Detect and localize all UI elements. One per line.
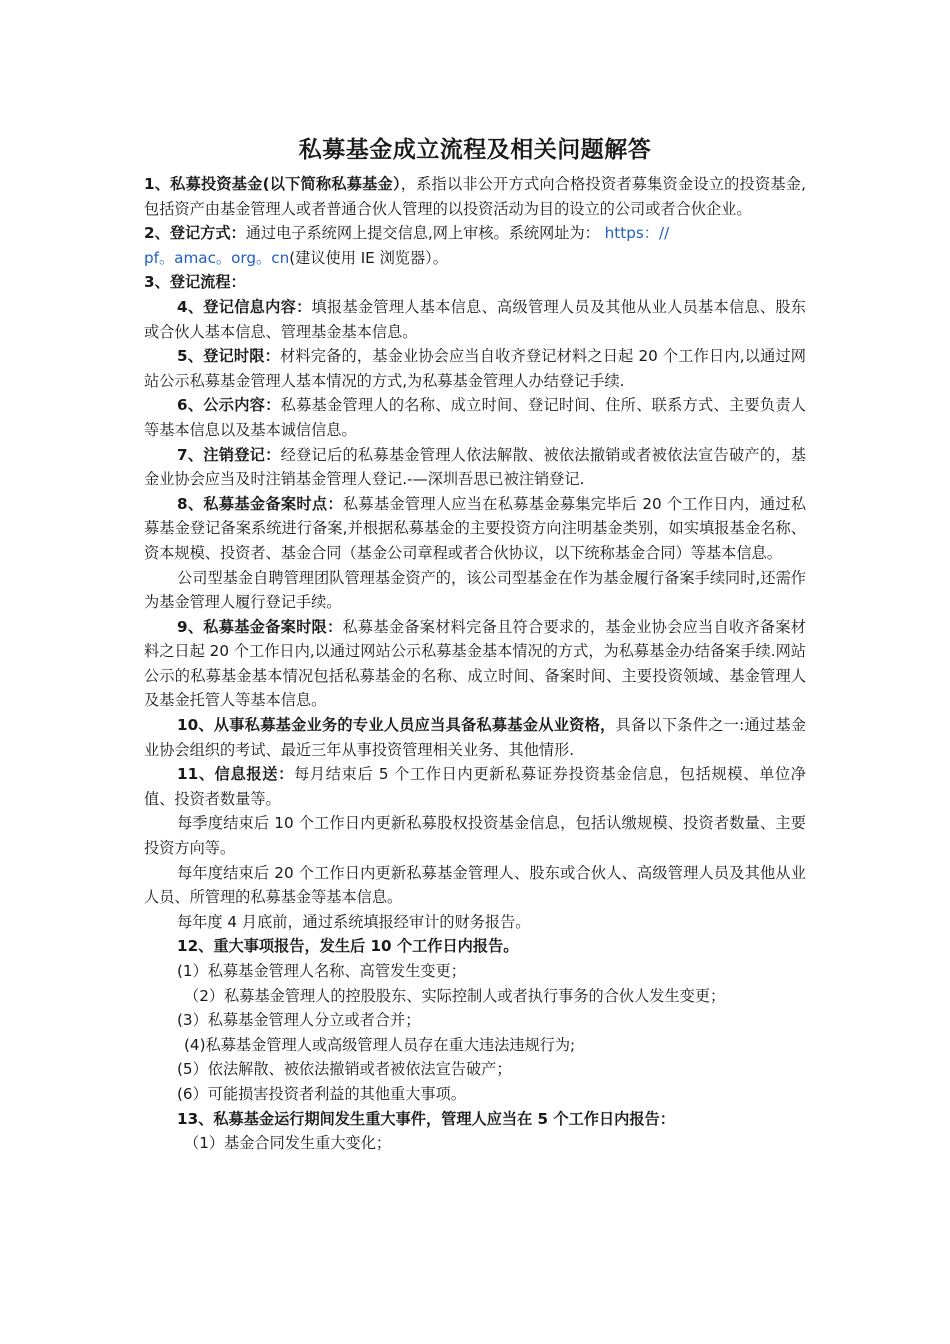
section-8	[144, 492, 806, 566]
section-11-paragraph-4: 每年度 4 月底前，通过系统填报经审计的财务报告。	[177, 912, 531, 931]
section-1	[144, 172, 806, 221]
section-5	[144, 344, 806, 393]
section-5-text: 材料完备的，基金业协会应当自收齐登记材料之日起 20 个工作日内,以通过网站公示私募基金管理人基本情况的方式,为私募基金管理人办结登记手续.	[144, 347, 806, 390]
section-12-item-4: (4)私募基金管理人或高级管理人员存在重大违法违规行为;	[184, 1035, 576, 1054]
section-9-heading: 9、私募基金备案时限：	[177, 617, 343, 636]
section-7-heading: 7、注销登记：	[177, 445, 281, 464]
section-11-text: 每月结束后 5 个工作日内更新私募证券投资基金信息，包括规模、单位净值、投资者数量等。	[144, 765, 806, 808]
section-7	[144, 443, 806, 492]
section-8-paragraph-2: 公司型基金自聘管理团队管理基金资产的，该公司型基金在作为基金履行备案手续同时,还需作为基金管理人履行登记手续。	[144, 568, 806, 612]
section-3	[144, 270, 806, 295]
section-4	[144, 295, 806, 344]
system-url-part-1[interactable]: https：//	[604, 224, 670, 243]
section-13-heading: 13、私募基金运行期间发生重大事件，管理人应当在 5 个工作日内报告：	[177, 1109, 675, 1128]
section-2	[144, 221, 806, 270]
section-6	[144, 393, 806, 442]
section-10-heading: 10、从事私募基金业务的专业人员应当具备私募基金从业资格，	[177, 716, 616, 735]
section-12-item-3: (3）私募基金管理人分立或者合并；	[177, 1011, 421, 1030]
section-4-heading: 4、登记信息内容：	[177, 297, 312, 316]
section-8-text: 私募基金管理人应当在私募基金募集完毕后 20 个工作日内，通过私募基金登记备案系统进行备案,并根据私募基金的主要投资方向注明基金类别，如实填报基金名称、资本规模、投资者、基金合同（基金公司章程或者合伙协议，以下统称基金合同）等基本信息。	[144, 494, 807, 562]
section-7-text: 经登记后的私募基金管理人依法解散、被依法撤销或者被依法宣告破产的，基金业协会应当及时注销基金管理人登记.-—深圳吾思已被注销登记.	[144, 445, 806, 489]
section-6-text: 私募基金管理人的名称、成立时间、登记时间、住所、联系方式、主要负责人等基本信息以及基本诚信信息。	[144, 396, 806, 439]
section-12-item-1: (1）私募基金管理人名称、高管发生变更；	[177, 962, 466, 980]
section-9-text: 私募基金备案材料完备且符合要求的，基金业协会应当自收齐备案材料之日起 20 个工作日内,以通过网站公示私募基金基本情况的方式，为私募基金办结备案手续.网站公示的私募基金基本情况包括私募基金的名称、成立时间、备案时间、主要投资领域、基金管理人及基金托管人等基本信息。	[144, 617, 806, 710]
document-page	[144, 130, 806, 1156]
section-1-heading: 1、私募投资基金(以下简称私募基金）	[144, 175, 401, 193]
page-title: 私募基金成立流程及相关问题解答	[298, 137, 652, 163]
section-12-item-6: (6）可能损害投资者利益的其他重大事项。	[177, 1084, 466, 1103]
section-8-heading: 8、私募基金备案时点：	[177, 494, 343, 513]
section-13-item-1: （1）基金合同发生重大变化；	[184, 1134, 392, 1153]
section-5-heading: 5、登记时限：	[177, 347, 280, 366]
section-2-heading: 2、登记方式：	[144, 224, 246, 243]
section-1-text: ，系指以非公开方式向合格投资者募集资金设立的投资基金,包括资产由基金管理人或者普通合伙人管理的以投资活动为目的设立的公司或者合伙企业。	[144, 175, 806, 218]
section-6-heading: 6、公示内容：	[177, 396, 281, 415]
section-12-item-2: （2）私募基金管理人的控股股东、实际控制人或者执行事务的合伙人发生变更；	[184, 986, 726, 1005]
section-9	[144, 615, 806, 713]
section-11-paragraph-2: 每季度结束后 10 个工作日内更新私募股权投资基金信息，包括认缴规模、投资者数量、主要投资方向等。	[144, 814, 806, 858]
section-11-paragraph-3: 每年度结束后 20 个工作日内更新私募基金管理人、股东或合伙人、高级管理人员及其他从业人员、所管理的私募基金等基本信息。	[144, 863, 806, 907]
section-3-heading: 3、登记流程：	[144, 273, 246, 292]
section-11-heading: 11、信息报送：	[177, 765, 295, 784]
section-2-text: 通过电子系统网上提交信息,网上审核。系统网址为：	[245, 224, 600, 243]
section-12-heading: 12、重大事项报告，发生后 10 个工作日内报告。	[177, 937, 519, 956]
section-11	[144, 762, 806, 811]
section-10	[144, 713, 806, 762]
section-4-text: 填报基金管理人基本信息、高级管理人员及其他从业人员基本信息、股东或合伙人基本信息、管理基金基本信息。	[144, 297, 806, 341]
section-2-tail: (建议使用 IE 浏览器）。	[289, 248, 448, 267]
section-12-item-5: (5）依法解散、被依法撤销或者被依法宣告破产；	[177, 1060, 512, 1079]
section-10-text: 具备以下条件之一:通过基金业协会组织的考试、最近三年从事投资管理相关业务、其他情形.	[144, 716, 806, 759]
system-url-part-2[interactable]: pf。amac。org。cn	[144, 248, 290, 267]
